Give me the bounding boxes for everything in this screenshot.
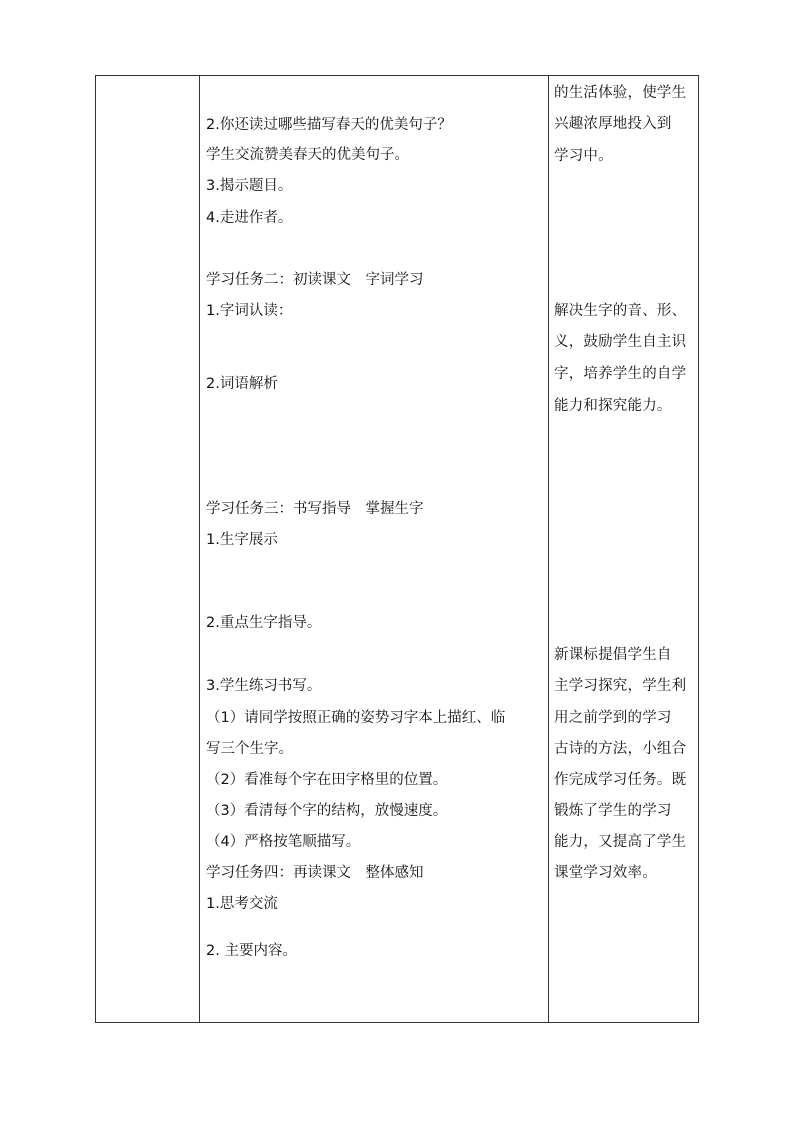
- intent-line: 的生活体验，使学生: [554, 85, 687, 101]
- intent-line: 主学习探究，学生利: [554, 678, 687, 694]
- task-heading: 学习任务三：书写指导 掌握生字: [206, 501, 424, 517]
- text-line: 写三个生字。: [206, 741, 293, 757]
- question-line: 2.你还读过哪些描写春天的优美句子？: [206, 117, 452, 133]
- intent-line: 锻炼了学生的学习: [554, 803, 672, 819]
- text-line: （2）看准每个字在田字格里的位置。: [206, 772, 448, 788]
- intent-line: 字，培养学生的自学: [554, 366, 687, 382]
- intent-line: 义，鼓励学生自主识: [554, 334, 687, 350]
- intent-line: 作完成学习任务。既: [554, 772, 687, 788]
- intent-line: 兴趣浓厚地投入到: [554, 116, 672, 132]
- intent-line: 学习中。: [554, 148, 613, 164]
- text-line: 1.字词认读：: [206, 303, 293, 319]
- intent-line: 课堂学习效率。: [554, 865, 657, 881]
- intent-line: 用之前学到的学习: [554, 710, 672, 726]
- text-line: 3.揭示题目。: [206, 178, 293, 194]
- text-line: （4）严格按笔顺描写。: [206, 834, 361, 850]
- text-line: （1）请同学按照正确的姿势习字本上描红、临: [206, 710, 506, 726]
- text-line: （3）看清每个字的结构，放慢速度。: [206, 803, 448, 819]
- intent-line: 新课标提倡学生自: [554, 647, 672, 663]
- intent-line: 能力，又提高了学生: [554, 834, 687, 850]
- text-line: 4.走进作者。: [206, 210, 293, 226]
- task-heading: 学习任务四：再读课文 整体感知: [206, 865, 424, 881]
- column-divider-left: [199, 76, 200, 1022]
- text-line: 3.学生练习书写。: [206, 678, 322, 694]
- intent-line: 古诗的方法，小组合: [554, 741, 687, 757]
- text-line: 1.生字展示: [206, 532, 278, 548]
- text-line: 学生交流赞美春天的优美句子。: [206, 147, 409, 163]
- intent-line: 解决生字的音、形、: [554, 303, 687, 319]
- text-line: 2. 主要内容。: [206, 943, 297, 959]
- intent-line: 能力和探究能力。: [554, 398, 672, 414]
- column-divider-right: [548, 76, 549, 1022]
- lesson-table: [95, 75, 699, 1023]
- text-line: 2.重点生字指导。: [206, 615, 322, 631]
- text-line: 2.词语解析: [206, 376, 278, 392]
- text-line: 1.思考交流: [206, 896, 278, 912]
- task-heading: 学习任务二：初读课文 字词学习: [206, 272, 424, 288]
